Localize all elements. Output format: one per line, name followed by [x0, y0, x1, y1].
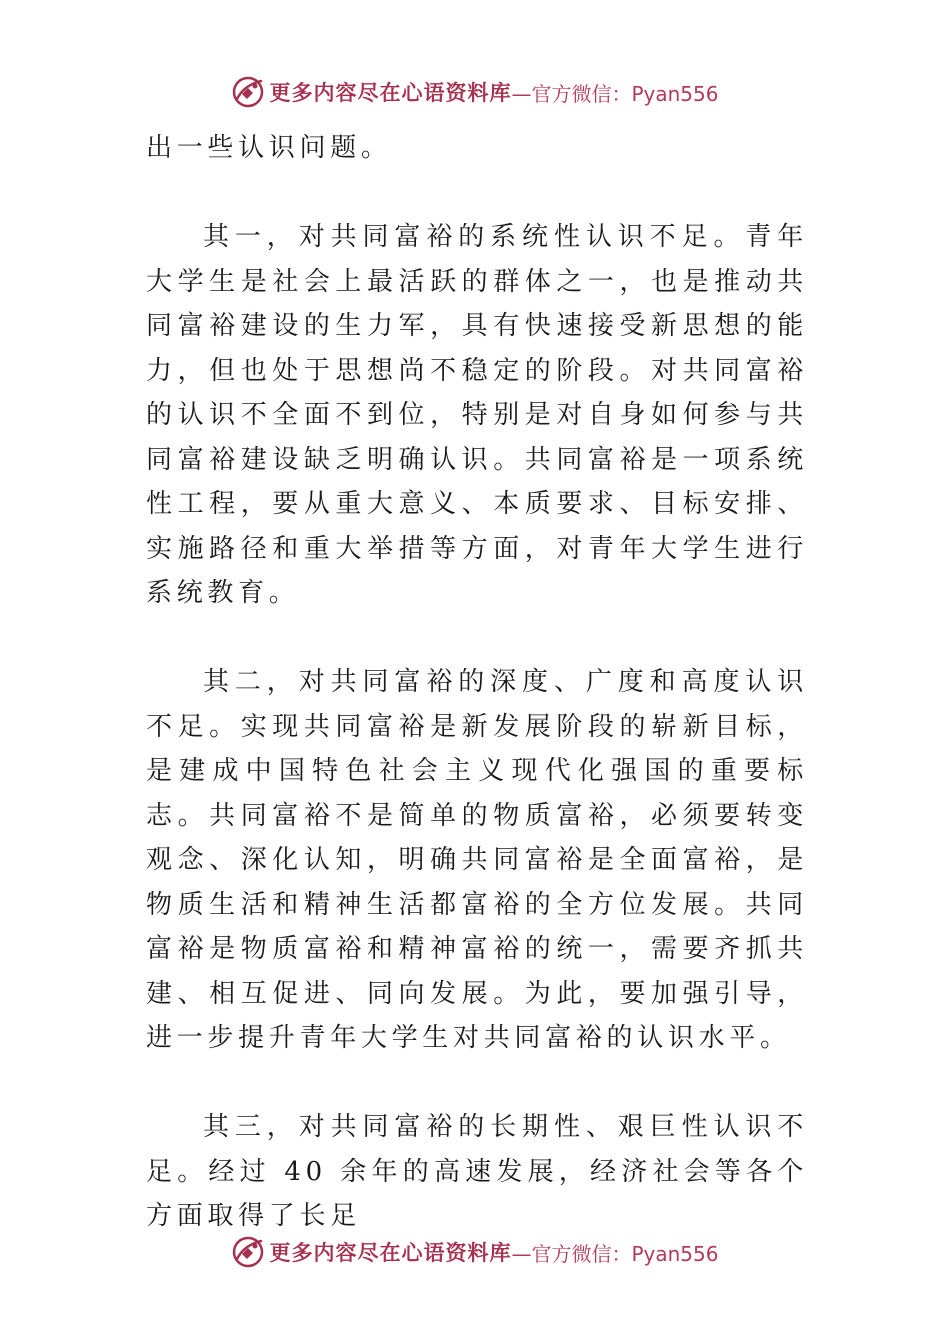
footer-wechat-text: —官方微信：Pyan556 [511, 1241, 719, 1266]
body-paragraph: 出一些认识问题。 [146, 133, 392, 163]
header-wechat-text: —官方微信：Pyan556 [511, 81, 719, 106]
footer-watermark [0, 1232, 950, 1272]
seal-logo-icon [231, 75, 265, 109]
header-watermark [0, 72, 950, 112]
body-paragraph: 其三，对共同富裕的长期性、艰巨性认识不足。经过 40 余年的高速发展，经济社会等各个方面取得了长足 [146, 1112, 808, 1231]
body-paragraph: 其一，对共同富裕的系统性认识不足。青年大学生是社会上最活跃的群体之一，也是推动共同富裕建设的生力军，具有快速接受新思想的能力，但也处于思想尚不稳定的阶段。对共同富裕的认识不全面不到位，特别是对自身如何参与共同富裕建设缺乏明确认识。共同富裕是一项系统性工程，要从重大意义、本质要求、目标安排、实施路径和重大举措等方面，对青年大学生进行系统教育。 [146, 222, 808, 608]
body-paragraph: 其二，对共同富裕的深度、广度和高度认识不足。实现共同富裕是新发展阶段的崭新目标，是建成中国特色社会主义现代化强国的重要标志。共同富裕不是简单的物质富裕，必须要转变观念、深化认知，明确共同富裕是全面富裕，是物质生活和精神生活都富裕的全方位发展。共同富裕是物质富裕和精神富裕的统一，需要齐抓共建、相互促进、同向发展。为此，要加强引导，进一步提升青年大学生对共同富裕的认识水平。 [146, 667, 808, 1053]
header-brand-text: 更多内容尽在心语资料库 [269, 80, 512, 105]
document-body [146, 126, 808, 1239]
footer-brand-text: 更多内容尽在心语资料库 [269, 1240, 512, 1265]
seal-logo-icon [231, 1235, 265, 1269]
